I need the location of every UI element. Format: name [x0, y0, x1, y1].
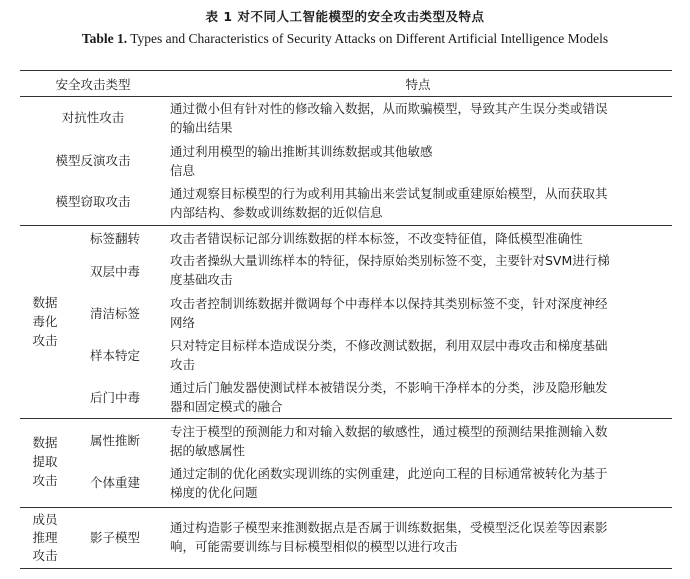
row-feature-line: 通过后门触发器使测试样本被错误分类，不影响干净样本的分类，涉及隐形触发	[170, 380, 608, 395]
subtype-label: 双层中毒	[89, 264, 140, 279]
row-feature-line: 通过利用模型的输出推断其训练数据或其他敏感	[170, 144, 433, 159]
row-feature-line: 据的敏感属性	[170, 443, 246, 458]
table-caption-chinese: 表 1 对不同人工智能模型的安全攻击类型及特点	[205, 9, 485, 24]
subtype-label: 属性推断	[89, 433, 140, 448]
subtype-label: 影子模型	[89, 530, 140, 545]
row-feature-line: 通过微小但有针对性的修改输入数据，从而欺骗模型，导致其产生误分类或错误	[170, 101, 608, 116]
row-category: 对抗性攻击	[61, 110, 125, 125]
subtype-label: 后门中毒	[89, 390, 140, 405]
row-feature-line: 通过构造影子模型来推测数据点是否属于训练数据集，受模型泛化误差等因素影	[170, 520, 608, 535]
subtype-label: 清洁标签	[89, 306, 140, 321]
row-category: 模型反演攻击	[55, 153, 131, 168]
row-feature-line: 器和固定模式的融合	[170, 399, 283, 414]
subtype-label: 个体重建	[89, 475, 140, 490]
group-name-line: 数据	[32, 435, 58, 450]
group-name-line: 毒化	[32, 314, 58, 329]
caption-label: Table 1.	[81, 31, 128, 46]
row-feature-line: 攻击者控制训练数据并微调每个中毒样本以保持其类别标签不变，针对深度神经	[170, 296, 608, 311]
group-name-line: 成员	[32, 512, 58, 527]
top-rule	[20, 70, 672, 71]
header-rule	[20, 96, 672, 97]
row-feature-line: 内部结构、参数或训练数据的近似信息	[170, 205, 383, 220]
row-feature-line: 攻击者操纵大量训练样本的特征，保持原始类别标签不变，主要针对SVM进行梯	[170, 253, 610, 268]
row-feature-line: 通过定制的优化函数实现训练的实例重建，此逆向工程的目标通常被转化为基于	[170, 466, 608, 481]
row-feature-line: 信息	[170, 163, 196, 178]
row-feature-line: 攻击	[170, 357, 196, 372]
group-divider-poisoning	[20, 225, 672, 226]
caption-title: Types and Characteristics of Security Attacks on Different Artificial Intelligence Models	[127, 31, 609, 46]
group-name-line: 攻击	[32, 548, 58, 563]
group-name-line: 攻击	[32, 473, 58, 488]
group-divider-membership	[20, 507, 672, 508]
group-name-line: 攻击	[32, 333, 58, 348]
group-divider-extraction	[20, 418, 672, 419]
row-feature-line: 攻击者错误标记部分训练数据的样本标签，不改变特征值，降低模型准确性	[170, 231, 583, 246]
row-feature-line: 专注于模型的预测能力和对输入数据的敏感性，通过模型的预测结果推测输入数	[170, 424, 608, 439]
subtype-label: 标签翻转	[89, 231, 140, 246]
row-feature-line: 梯度的优化问题	[170, 485, 258, 500]
header-attack-type: 安全攻击类型	[55, 77, 131, 92]
row-category: 模型窃取攻击	[55, 194, 131, 209]
row-feature-line: 度基础攻击	[170, 272, 233, 287]
row-feature-line: 只对特定目标样本造成误分类，不修改测试数据，利用双层中毒攻击和梯度基础	[170, 338, 608, 353]
row-feature-line: 的输出结果	[170, 120, 233, 135]
bottom-rule	[20, 568, 672, 569]
group-name-line: 数据	[32, 295, 58, 310]
row-feature-line: 响，可能需要训练与目标模型相似的模型以进行攻击	[170, 539, 458, 554]
header-characteristics: 特点	[405, 77, 431, 92]
subtype-label: 样本特定	[89, 348, 140, 363]
group-name-line: 提取	[32, 454, 58, 469]
row-feature-line: 通过观察目标模型的行为或利用其输出来尝试复制或重建原始模型，从而获取其	[170, 186, 608, 201]
row-feature-line: 网络	[170, 315, 196, 330]
group-name-line: 推理	[32, 530, 58, 545]
table-caption-english	[0, 31, 690, 47]
